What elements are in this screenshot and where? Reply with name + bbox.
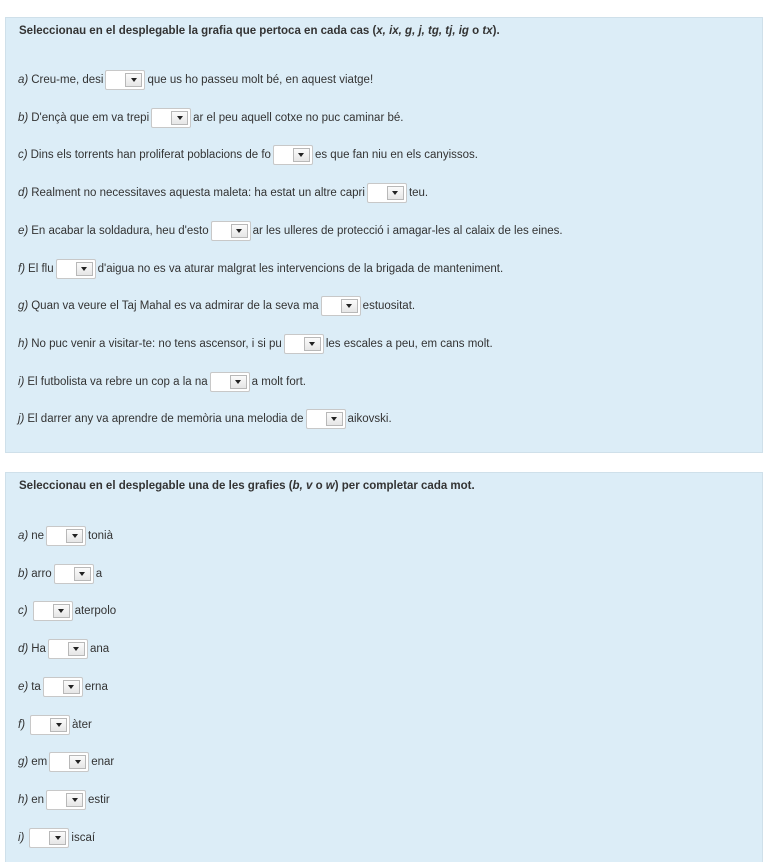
question-label: d): [18, 643, 29, 656]
answer-dropdown-value: [307, 410, 326, 428]
exercise-1-instructions: Seleccionau en el desplegable la grafia que pertoca en cada cas (x, ix, g, j, tg, tj, ig o tx).: [19, 25, 500, 37]
answer-dropdown[interactable]: [54, 564, 94, 584]
question-text-before: em: [31, 756, 48, 769]
question-label: h): [18, 337, 29, 350]
answer-dropdown-value: [55, 565, 74, 583]
question-row: [18, 407, 392, 431]
question-row: [18, 599, 116, 623]
chevron-down-icon[interactable]: [304, 337, 321, 351]
question-text-before: El flu: [28, 262, 54, 275]
question-row: [18, 181, 428, 205]
chevron-down-icon[interactable]: [69, 755, 86, 769]
question-text-before: en: [31, 793, 45, 806]
answer-dropdown-value: [285, 335, 304, 353]
question-text-after: es que fan niu en els canyissos.: [314, 149, 478, 162]
chevron-down-icon[interactable]: [53, 604, 70, 618]
answer-dropdown[interactable]: [211, 221, 251, 241]
chevron-down-icon[interactable]: [66, 529, 83, 543]
question-row: [18, 637, 109, 661]
question-text-before: El darrer any va aprendre de memòria una melodia de: [27, 413, 304, 426]
question-text-after: aikovski.: [347, 413, 392, 426]
question-text-after: teu.: [408, 187, 429, 200]
question-label: i): [18, 831, 25, 844]
question-text-after: les escales a peu, em cans molt.: [325, 337, 493, 350]
question-label: f): [18, 262, 26, 275]
question-label: f): [18, 718, 26, 731]
question-text-after: estuositat.: [362, 300, 416, 313]
question-row: [18, 524, 113, 548]
answer-dropdown-value: [49, 640, 68, 658]
question-text-before: D'ençà que em va trepi: [31, 111, 150, 124]
question-row: [18, 332, 493, 356]
answer-dropdown-value: [50, 753, 69, 771]
answer-dropdown[interactable]: [284, 334, 324, 354]
answer-dropdown[interactable]: [151, 108, 191, 128]
question-text-after: tonià: [88, 530, 113, 542]
question-text-after: a molt fort.: [251, 375, 306, 388]
question-text-before: ta: [31, 680, 41, 693]
answer-dropdown[interactable]: [321, 296, 361, 316]
answer-dropdown[interactable]: [33, 601, 73, 621]
exercise-2-instructions: Seleccionau en el desplegable una de les grafies (b, v o w) per completar cada mot.: [19, 480, 475, 492]
question-text-before: Creu-me, desi: [31, 74, 104, 86]
answer-dropdown-value: [47, 527, 66, 545]
question-row: [18, 826, 95, 850]
answer-dropdown[interactable]: [273, 145, 313, 165]
answer-dropdown[interactable]: [46, 790, 86, 810]
answer-dropdown-value: [152, 109, 171, 127]
exercise-panel-1: [5, 17, 763, 453]
question-text-after: a: [95, 567, 103, 580]
chevron-down-icon[interactable]: [76, 262, 93, 276]
answer-dropdown-value: [368, 184, 387, 202]
question-text-after: ana: [89, 643, 110, 656]
question-label: c): [18, 149, 28, 162]
question-text-after: erna: [84, 680, 108, 693]
question-row: [18, 675, 108, 699]
answer-dropdown-value: [47, 791, 66, 809]
question-text-after: estir: [88, 793, 110, 806]
answer-dropdown-value: [30, 829, 49, 847]
question-text-before: Dins els torrents han proliferat poblacions de fo: [30, 149, 271, 162]
chevron-down-icon[interactable]: [74, 567, 91, 581]
answer-dropdown[interactable]: [43, 677, 83, 697]
answer-dropdown[interactable]: [49, 752, 89, 772]
question-text-after: ar el peu aquell cotxe no puc caminar bé.: [193, 111, 404, 124]
question-row: [18, 750, 114, 774]
question-label: g): [18, 756, 29, 769]
answer-dropdown-value: [31, 716, 50, 734]
question-text-after: aterpolo: [74, 605, 117, 618]
question-row: [18, 257, 503, 281]
question-row: [18, 143, 478, 167]
question-row: [18, 788, 110, 812]
answer-dropdown-value: [322, 297, 341, 315]
chevron-down-icon[interactable]: [63, 680, 80, 694]
chevron-down-icon[interactable]: [326, 412, 343, 426]
question-text-before: Ha: [31, 643, 46, 656]
question-text-after: d'aigua no es va aturar malgrat les intervencions de la brigada de manteniment.: [97, 262, 504, 275]
answer-dropdown[interactable]: [306, 409, 346, 429]
question-text-after: àter: [72, 718, 92, 731]
question-row: [18, 562, 102, 586]
answer-dropdown-value: [211, 373, 230, 391]
question-text-before: ne: [31, 530, 45, 542]
question-label: e): [18, 680, 29, 693]
question-label: a): [18, 74, 29, 86]
chevron-down-icon[interactable]: [49, 831, 66, 845]
chevron-down-icon[interactable]: [231, 224, 248, 238]
answer-dropdown-value: [106, 71, 125, 89]
question-text-after: ar les ulleres de protecció i amagar-les al calaix de les eines.: [252, 224, 563, 237]
question-text-before: No puc venir a visitar-te: no tens ascensor, i si pu: [31, 337, 282, 350]
question-text-before: arro: [31, 567, 52, 580]
question-text-before: El futbolista va rebre un cop a la na: [27, 375, 208, 388]
question-row: [18, 106, 403, 130]
question-label: h): [18, 793, 29, 806]
question-label: e): [18, 224, 29, 237]
chevron-down-icon[interactable]: [293, 148, 310, 162]
question-text-before: Realment no necessitaves aquesta maleta: ha estat un altre capri: [31, 187, 365, 200]
exercise-panel-2: [5, 472, 763, 862]
question-text-before: Quan va veure el Taj Mahal es va admirar de la seva ma: [31, 300, 319, 313]
answer-dropdown[interactable]: [56, 259, 96, 279]
answer-dropdown-value: [44, 678, 63, 696]
question-label: i): [18, 375, 25, 388]
answer-dropdown[interactable]: [29, 828, 69, 848]
answer-dropdown[interactable]: [48, 639, 88, 659]
chevron-down-icon[interactable]: [230, 375, 247, 389]
chevron-down-icon[interactable]: [68, 642, 85, 656]
question-text-after: enar: [91, 756, 115, 769]
answer-dropdown[interactable]: [46, 526, 86, 546]
answer-dropdown-value: [57, 260, 76, 278]
answer-dropdown-value: [34, 602, 53, 620]
answer-dropdown-value: [212, 222, 231, 240]
question-row: [18, 294, 415, 318]
answer-dropdown-value: [274, 146, 293, 164]
chevron-down-icon[interactable]: [387, 186, 404, 200]
question-row: [18, 713, 92, 737]
chevron-down-icon[interactable]: [125, 73, 142, 87]
chevron-down-icon[interactable]: [171, 111, 188, 125]
question-text-before: En acabar la soldadura, heu d'esto: [31, 224, 209, 237]
question-label: d): [18, 187, 29, 200]
answer-dropdown[interactable]: [210, 372, 250, 392]
question-row: [18, 68, 373, 92]
chevron-down-icon[interactable]: [66, 793, 83, 807]
question-row: [18, 219, 563, 243]
chevron-down-icon[interactable]: [50, 718, 67, 732]
question-label: b): [18, 111, 29, 124]
answer-dropdown[interactable]: [367, 183, 407, 203]
answer-dropdown[interactable]: [105, 70, 145, 90]
question-row: [18, 370, 306, 394]
question-label: c): [18, 605, 28, 618]
answer-dropdown[interactable]: [30, 715, 70, 735]
question-label: j): [18, 413, 25, 426]
question-label: b): [18, 567, 29, 580]
chevron-down-icon[interactable]: [341, 299, 358, 313]
question-text-after: iscaí: [71, 831, 96, 844]
question-label: g): [18, 300, 29, 313]
question-text-after: que us ho passeu molt bé, en aquest viatge!: [147, 74, 374, 86]
question-label: a): [18, 530, 29, 542]
